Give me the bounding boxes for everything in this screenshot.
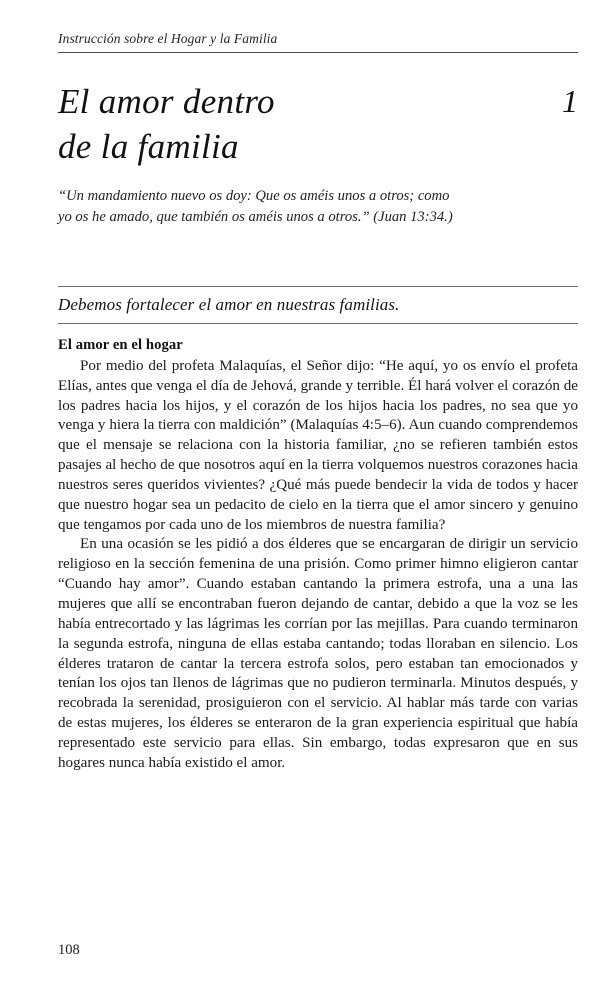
body-text (58, 357, 578, 774)
section-subtitle: Debemos fortalecer el amor en nuestras familias. (58, 295, 400, 315)
chapter-title-line-2: de la familia (58, 126, 239, 166)
body-paragraph: Por medio del profeta Malaquías, el Señor dijo: “He aquí, yo os envío el profeta Elías, antes que venga el día de Jehová, grande y terrible. Él hará volver el corazón de los padres hacia los hijos, y el corazón de los hijos hacia los padres, no sea que yo venga y hiera la tierra con maldición” (Malaquías 4:5–6). Aun cuando comprendemos que el mensaje se relaciona con la historia familiar, ¿no se refieren también estos pasajes al hecho de que nosotros aquí en la tierra volquemos nuestros corazones hacia nuestros seres queridos vivientes? ¿Qué más puede bendecir la vida de todos y hacer que nuestro hogar sea un pedacito de cielo en la tierra que el amor sincero y genuino que tengamos por cada uno de los miembros de nuestra familia? (58, 357, 578, 533)
body-paragraph: En una ocasión se les pidió a dos élderes que se encargaran de dirigir un servicio religioso en la sección femenina de una prisión. Como primer himno eligieron cantar “Cuando hay amor”. Cuando estaban cantando la primera estrofa, una a una las mujeres que allí se encontraban fueron dejando de cantar, debido a que la voz se les había entrecortado y las lágrimas les corrían por las mejillas. Para cuando terminaron la segunda estrofa, ninguna de ellas estaba cantando; todas lloraban en silencio. Los élderes trataron de cantar la tercera estrofa solos, pero estaban tan emocionados y tenían los ojos tan llenos de lágrimas que no pudieron terminarla. Minutos después, y recobrada la serenidad, prosiguieron con el servicio. Al hablar más tarde con varias de estas mujeres, los élderes se enteraron de la gran experiencia espiritual que había representado este servicio para ellas. Sin embargo, todas expresaron que en sus hogares nunca había existido el amor. (58, 536, 578, 771)
chapter-title-block (58, 80, 578, 170)
chapter-title-line-1: El amor dentro (58, 82, 275, 122)
header-rule (58, 52, 578, 53)
body-heading: El amor en el hogar (58, 336, 183, 353)
page-content (58, 0, 578, 774)
chapter-number: 1 (562, 83, 578, 120)
running-header: Instrucción sobre el Hogar y la Familia (58, 31, 278, 46)
page-number: 108 (58, 942, 80, 958)
page-title (58, 80, 458, 170)
subtitle-rule-bottom (58, 323, 578, 324)
scripture-epigraph: “Un mandamiento nuevo os doy: Que os améis unos a otros; como yo os he amado, que también os améis unos a otros.” (Juan 13:34.) (58, 187, 453, 225)
section-subtitle-block (58, 286, 578, 323)
